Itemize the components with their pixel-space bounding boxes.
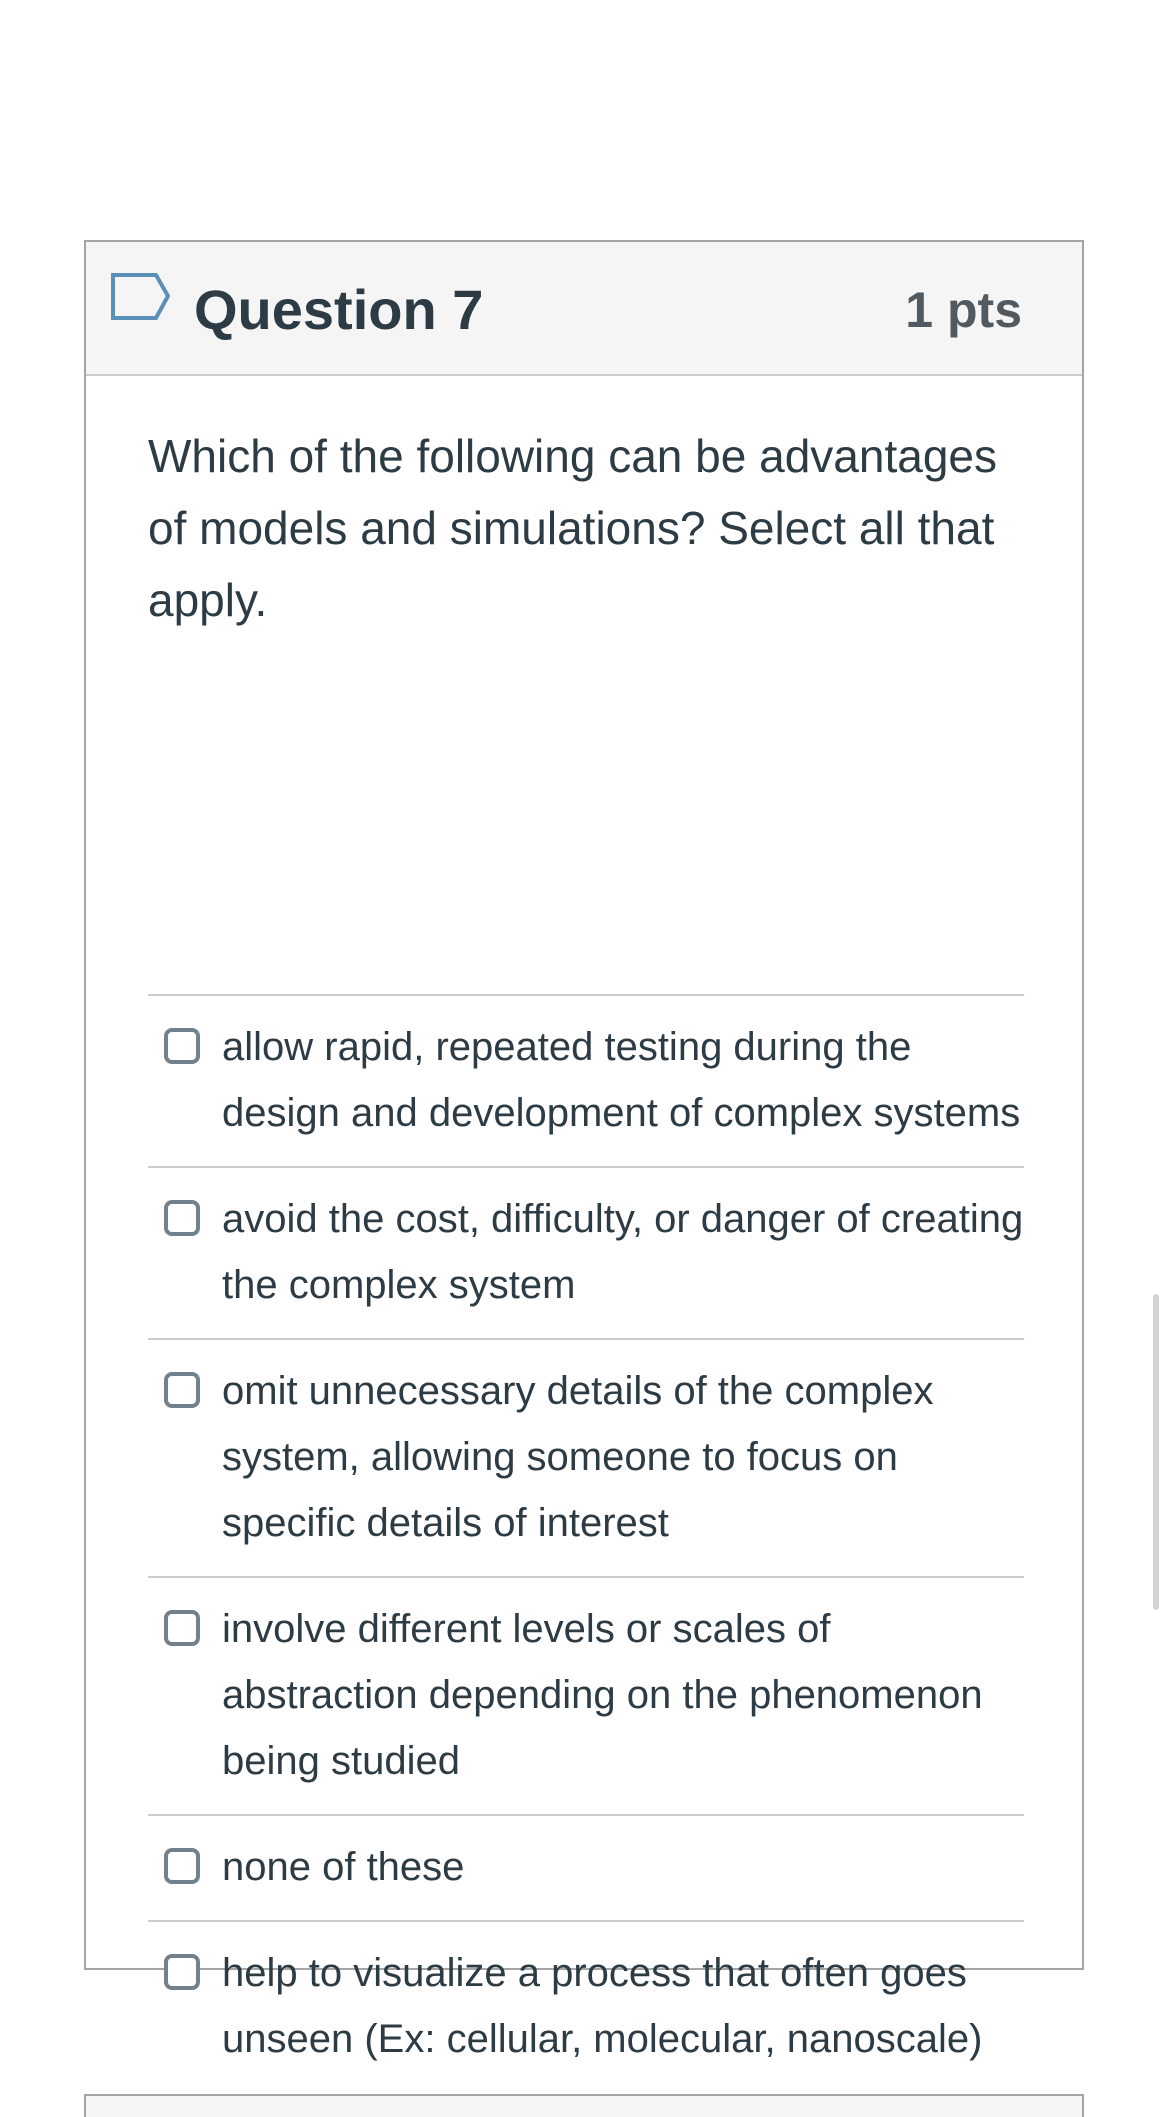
answer-label[interactable]: help to visualize a process that often goes unseen (Ex: cellular, molecular, nanoscale) <box>222 1951 983 2061</box>
answer-option[interactable] <box>148 1922 1024 2092</box>
question-title: Question 7 <box>194 278 484 341</box>
answer-checkbox[interactable] <box>164 1200 200 1236</box>
question-points: 1 pts <box>905 282 1022 338</box>
question-text: Which of the following can be advantages of models and simulations? Select all that apply. <box>148 430 997 626</box>
answer-label[interactable]: allow rapid, repeated testing during the design and development of complex systems <box>222 1025 1021 1135</box>
answer-option[interactable] <box>148 996 1024 1168</box>
answer-option[interactable] <box>148 1816 1024 1922</box>
answer-list <box>148 994 1024 2092</box>
answer-checkbox[interactable] <box>164 1610 200 1646</box>
answer-label[interactable]: omit unnecessary details of the complex system, allowing someone to focus on specific details of interest <box>222 1369 934 1545</box>
answer-label[interactable]: none of these <box>222 1845 465 1889</box>
bookmark-flag-icon[interactable] <box>110 272 172 324</box>
answer-checkbox[interactable] <box>164 1372 200 1408</box>
question-body <box>148 402 1024 636</box>
question-card <box>84 240 1084 2061</box>
answer-label[interactable]: avoid the cost, difficulty, or danger of creating the complex system <box>222 1197 1024 1307</box>
answer-option[interactable] <box>148 1340 1024 1578</box>
answer-option[interactable] <box>148 1578 1024 1816</box>
answer-checkbox[interactable] <box>164 1848 200 1884</box>
next-question-card <box>84 2094 1084 2117</box>
question-header <box>86 242 1082 376</box>
answer-label[interactable]: involve different levels or scales of abstraction depending on the phenomenon being studied <box>222 1607 983 1783</box>
answer-option[interactable] <box>148 1168 1024 1340</box>
scrollbar[interactable] <box>1153 1294 1159 1610</box>
answer-checkbox[interactable] <box>164 1954 200 1990</box>
answer-checkbox[interactable] <box>164 1028 200 1064</box>
